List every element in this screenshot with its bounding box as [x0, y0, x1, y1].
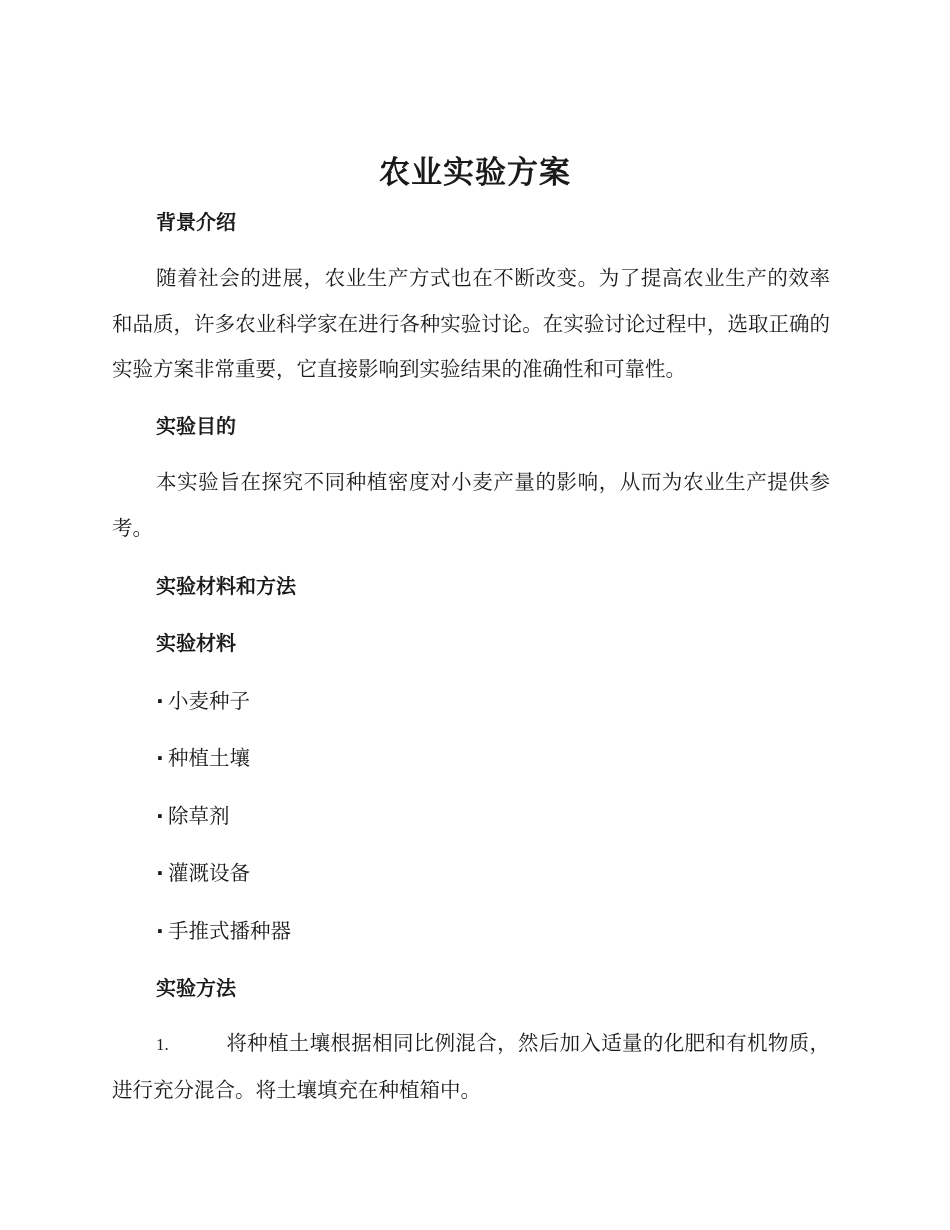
list-item [156, 801, 230, 831]
list-item [156, 743, 250, 773]
step-text: 将种植土壤根据相同比例混合，然后加入适量的化肥和有机物质，进行充分混合。将土壤填充在种植箱中。 [112, 1031, 830, 1102]
list-item-text: 种植土壤 [168, 746, 250, 770]
bullet-marker: · [156, 804, 164, 828]
list-item-text: 除草剂 [168, 804, 230, 828]
section-heading-materials-methods: 实验材料和方法 [156, 574, 296, 598]
list-item-text: 手推式播种器 [168, 919, 291, 943]
bullet-marker: · [156, 746, 164, 770]
bullet-marker: · [156, 861, 164, 885]
list-item [156, 858, 250, 888]
purpose-paragraph: 本实验旨在探究不同种植密度对小麦产量的影响，从而为农业生产提供参考。 [112, 470, 830, 540]
section-heading-purpose: 实验目的 [156, 414, 236, 438]
list-item-text: 灌溉设备 [168, 861, 250, 885]
section-heading-background: 背景介绍 [156, 210, 236, 234]
bullet-marker: · [156, 689, 164, 713]
method-step [112, 1021, 830, 1113]
document-title: 农业实验方案 [379, 155, 571, 191]
list-item [156, 686, 250, 716]
subsection-heading-methods: 实验方法 [156, 976, 236, 1000]
subsection-heading-materials: 实验材料 [156, 631, 236, 655]
list-item-text: 小麦种子 [168, 689, 250, 713]
bullet-marker: · [156, 919, 164, 943]
list-item [156, 916, 291, 946]
step-number: 1. [156, 1035, 169, 1054]
background-paragraph: 随着社会的进展，农业生产方式也在不断改变。为了提高农业生产的效率和品质，许多农业科学家在进行各种实验讨论。在实验讨论过程中，选取正确的实验方案非常重要，它直接影响到实验结果的准确性和可靠性。 [112, 266, 830, 381]
